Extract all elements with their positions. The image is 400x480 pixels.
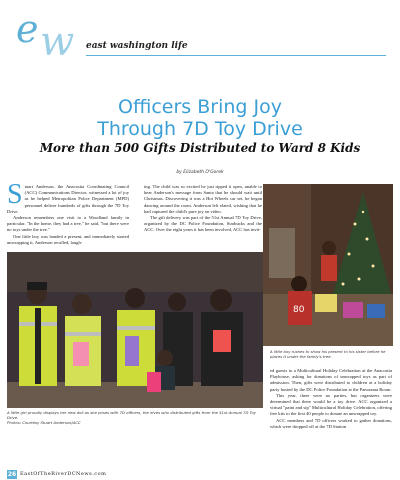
paragraph: ing. The child was so excited he just ripped it open, unable to hear Anderson's message from Santa that he should wait until Christmas. Discovering it was a Hot Wheels car set, he began dancing around the room. Anderson left elated, wishing that he had captured the child's pure joy on video. <box>144 184 262 214</box>
article-subhead: More than 500 Gifts Distributed to Ward 8 Kids <box>39 141 361 155</box>
paragraph: Anderson remembers one visit to a Woodland family in particular. "In the home, they had a tree," he said, "but there were no toys under the tree." <box>7 215 129 233</box>
svg-text:80: 80 <box>293 305 305 315</box>
paragraph: This year, there were no parties, but organizers were determined that there would be a toy drive. ACC organized a virtual "paint and sip" Multicultural Holiday Celebration, offering free kits to the first 40 people to donate an unwrapped toy. <box>270 392 392 417</box>
header-rule <box>86 55 386 56</box>
paragraph: The gift delivery was part of the 51st Annual 7D Toy Drive, organized by the DC Police Foundation, Starbucks and the ACC. Over the eight years it has been involved, ACC has invit- <box>144 215 262 233</box>
paragraph: ACC members and 7D officers worked to gather donations, which were dropped off at the 7D Station <box>270 417 392 429</box>
caption-tree-photo: A little boy rushes to show his present to his sister before he places it under the family's tree. <box>270 349 386 359</box>
headline-line-2: Through 7D Toy Drive <box>97 118 303 140</box>
page-number: 26 <box>7 471 17 478</box>
footer-website[interactable]: EastOfTheRiverDCNews.com <box>20 471 107 477</box>
drop-cap: S <box>7 179 23 210</box>
masthead-logo-w: w <box>40 19 75 65</box>
text-column-1 <box>7 179 129 246</box>
paragraph: tuart Anderson, the Anacostia Coordinating Council (ACC) Communications Director, witnessed a lot of joy as he helped Metropolitan Police Department (MPD) personnel deliver hundreds of gifts through the 7D Toy Drive. <box>7 184 129 214</box>
paragraph: One little boy was handed a present, and immediately started unwrapping it, Anderson recalled, laugh- <box>7 233 129 245</box>
masthead-logo-e: e <box>16 7 39 51</box>
caption-main-text: A little girl proudly displays her new doll as she poses with 7D officers, the elves who distributed gifts from the 51st Annual 7D Toy Drive. <box>7 410 257 420</box>
photo-tree-illustration <box>263 184 393 346</box>
caption-main-photo <box>7 410 263 425</box>
paragraph: ed guests to a Multicultural Holiday Celebration at the Anacostia Playhouse, asking for donations of unwrapped toys as part of admission. Then, gifts were distributed to children at a holiday party hosted by the DC Police Foundation at the Panorama Room. <box>270 368 392 392</box>
photo-christmas-tree <box>263 184 393 346</box>
article-byline: by Elizabeth O'Gorek <box>176 170 224 175</box>
photo-credit: Photos: Courtesy Stuart Anderson/ACC <box>7 420 81 425</box>
photo-officers-group <box>7 252 263 408</box>
photo-officers-illustration <box>7 252 263 408</box>
article-headline <box>0 96 400 140</box>
text-column-2 <box>144 184 262 234</box>
text-column-3 <box>270 368 392 430</box>
headline-line-1: Officers Bring Joy <box>118 96 282 118</box>
section-label: east washington life <box>86 41 188 51</box>
